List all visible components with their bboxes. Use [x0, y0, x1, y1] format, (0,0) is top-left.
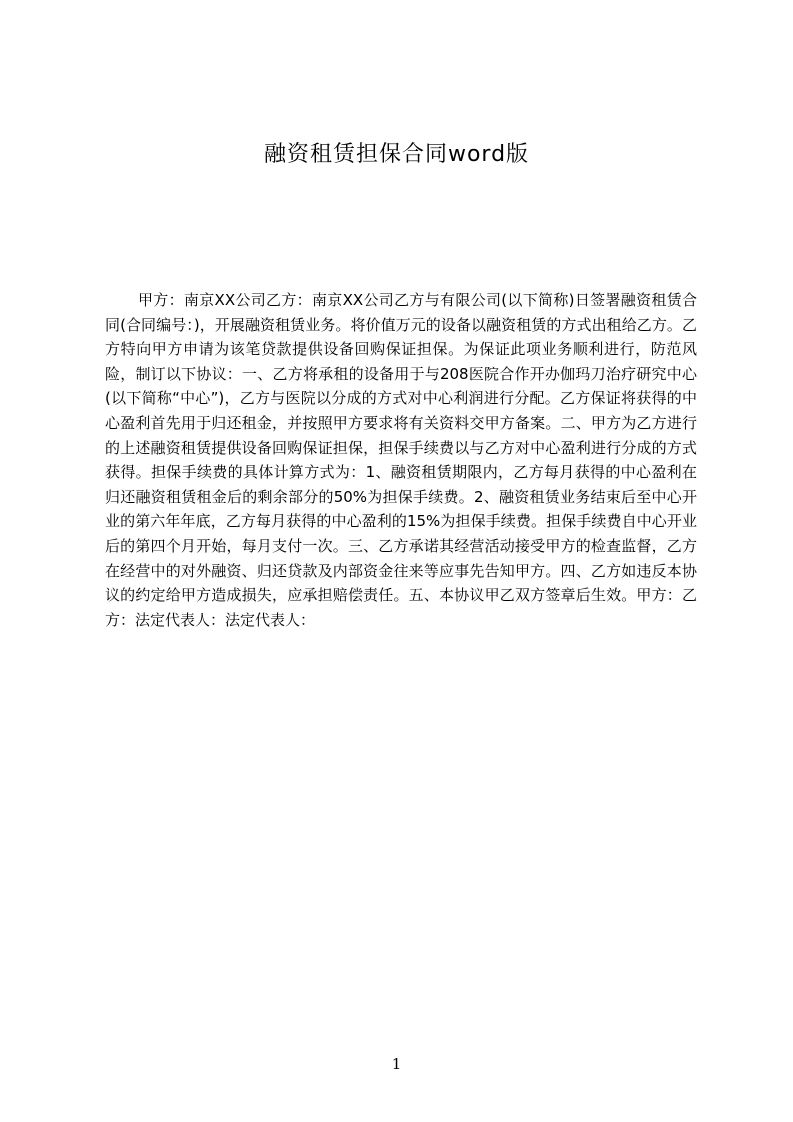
page-number: 1 — [391, 1055, 402, 1073]
contract-body-text: 甲方：南京XX公司乙方：南京XX公司乙方与有限公司(以下简称)日签署融资租赁合同(合同编号：)，开展融资租赁业务。将价值万元的设备以融资租赁的方式出租给乙方。乙方特向甲方申请为该笔贷款提供设备回购保证担保。为保证此项业务顺利进行，防范风险，制订以下协议：一、乙方将承租的设备用于与208医院合作开办伽玛刀治疗研究中心(以下简称“中心”)，乙方与医院以分成的方式对中心利润进行分配。乙方保证将获得的中心盈利首先用于归还租金，并按照甲方要求将有关资料交甲方备案。二、甲方为乙方进行的上述融资租赁提供设备回购保证担保，担保手续费以与乙方对中心盈利进行分成的方式获得。担保手续费的具体计算方式为：1、融资租赁期限内，乙方每月获得的中心盈利在归还融资租赁租金后的剩余部分的50%为担保手续费。2、融资租赁业务结束后至中心开业的第六年年底，乙方每月获得的中心盈利的15%为担保手续费。担保手续费自中心开业后的第四个月开始，每月支付一次。三、乙方承诺其经营活动接受甲方的检查监督，乙方在经营中的对外融资、归还贷款及内部资金往来等应事先告知甲方。四、乙方如违反本协议的约定给甲方造成损失，应承担赔偿责任。五、本协议甲乙双方签章后生效。甲方：乙方：法定代表人：法定代表人： — [105, 291, 697, 629]
document-title: 融资租赁担保合同word版 — [263, 142, 530, 167]
